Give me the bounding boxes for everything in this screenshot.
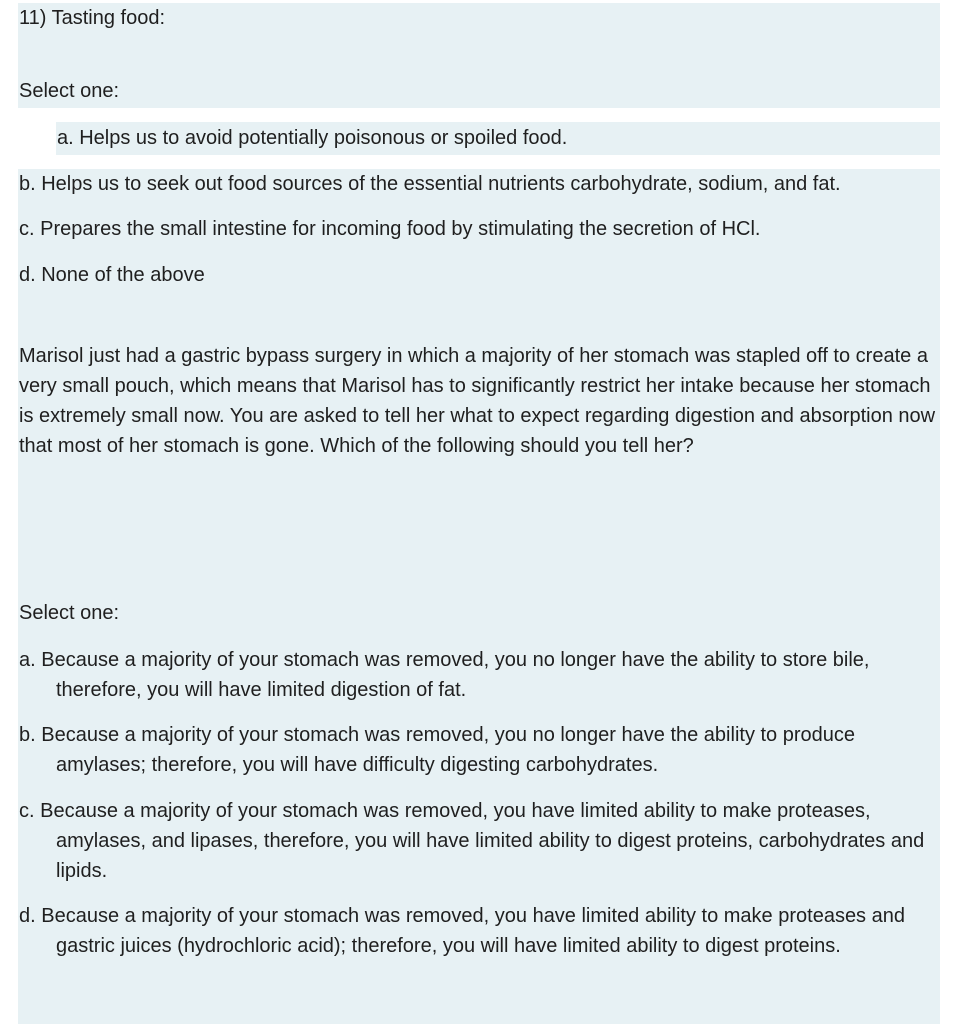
question1-option-b[interactable]: b. Helps us to seek out food sources of the essential nutrients carbohydrate, sodium, and fat. xyxy=(19,173,841,195)
question1-option-c[interactable]: c. Prepares the small intestine for incoming food by stimulating the secretion of HCl. xyxy=(19,218,761,240)
question2-option-a[interactable]: a. Because a majority of your stomach was removed, you no longer have the ability to store bile, therefore, you will have limited digestion of fat. xyxy=(19,649,870,701)
question-body-panel xyxy=(18,169,940,1024)
question1-title: 11) Tasting food: xyxy=(19,7,166,29)
question2-stem: Marisol just had a gastric bypass surgery in which a majority of her stomach was stapled off to create a very small pouch, which means that Marisol has to significantly restrict her intake because her stomach is extremely small now. You are asked to tell her what to expect regarding digestion and absorption now that most of her stomach is gone. Which of the following should you tell her? xyxy=(19,345,936,457)
question1-option-d[interactable]: d. None of the above xyxy=(19,264,205,286)
question2-option-b[interactable]: b. Because a majority of your stomach was removed, you no longer have the ability to produce amylases; therefore, you will have difficulty digesting carbohydrates. xyxy=(19,724,856,776)
question2-option-c[interactable]: c. Because a majority of your stomach was removed, you have limited ability to make proteases, amylases, and lipases, therefore, you will have limited ability to digest proteins, carbohydrates and lipids. xyxy=(19,800,925,882)
question1-option-a[interactable]: a. Helps us to avoid potentially poisonous or spoiled food. xyxy=(57,127,568,149)
question1-select-prompt: Select one: xyxy=(19,80,120,102)
question2-option-d[interactable]: d. Because a majority of your stomach was removed, you have limited ability to make proteases and gastric juices (hydrochloric acid); therefore, you will have limited ability to digest proteins. xyxy=(19,905,905,957)
question2-select-prompt: Select one: xyxy=(19,602,120,624)
